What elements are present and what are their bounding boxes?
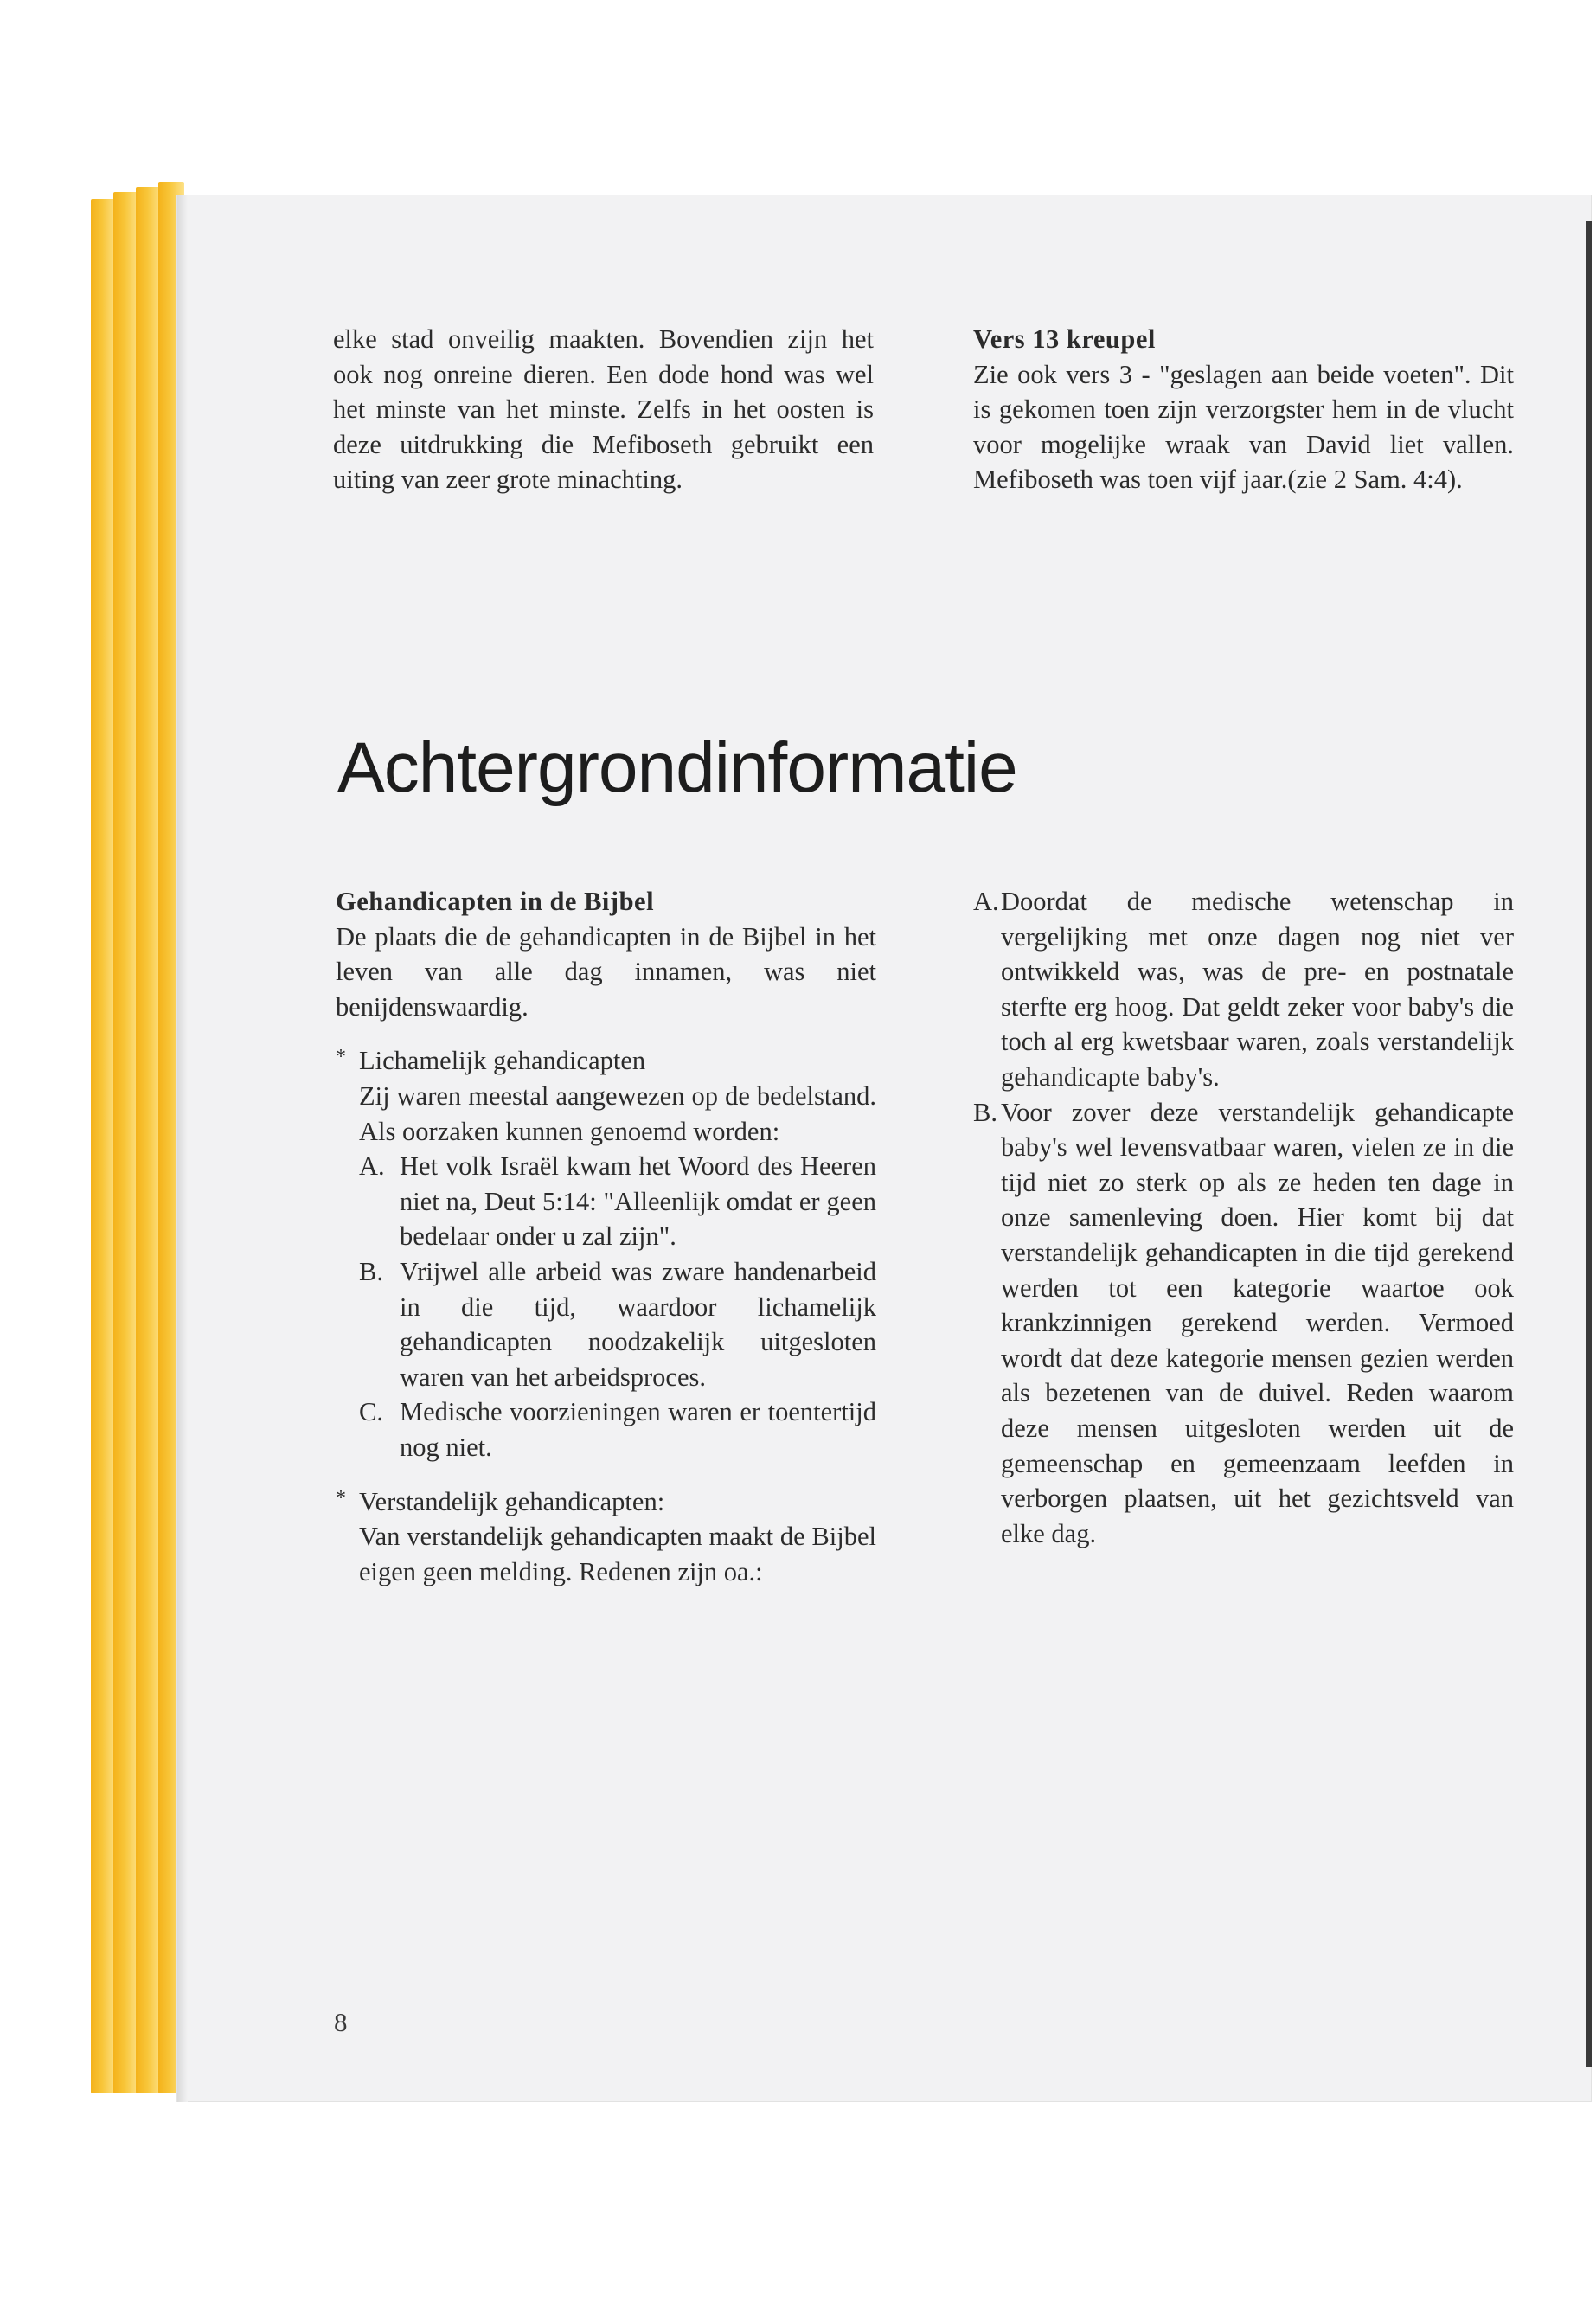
intro-left-paragraph: elke stad onveilig maakten. Bovendien zijn het ook nog onreine dieren. Een dode hond was wel het minste van het minste. Zelfs in het oosten is deze uitdrukking die Mefiboseth gebruikt een uiting van zeer grote minachting. xyxy=(333,324,874,495)
subsection-heading: Gehandicapten in de Bijbel xyxy=(336,887,655,916)
list-item: B. Voor zover deze verstandelijk gehandicapte baby's wel levensvatbaar waren, vielen ze in die tijd niet zo sterk op als ze heden ten dage in onze samenleving doen. Hier komt bij dat verstandelijk gehandicapten in die tijd gerekend werden tot een kategorie waartoe ook krankzinnigen gerekend werden. Vermoed wordt dat deze kategorie mensen gezien werden als bezetenen van de duivel. Reden waarom deze mensen uitgesloten werden uit de gemeenschap en gemeenzaam leefden in verborgen plaatsen, uit het gezichtsveld van elke dag. xyxy=(973,1097,1514,1548)
mental-text: Van verstandelijk gehandicapten maakt de Bijbel eigen geen melding. Redenen zijn oa.: xyxy=(359,1522,876,1586)
list-item: B. Vrijwel alle arbeid was zware handenarbeid in die tijd, waardoor lichamelijk gehandicapten noodzakelijk uitgesloten waren van het arbeidsproces. xyxy=(359,1256,876,1392)
page-number: 8 xyxy=(334,2007,348,2037)
list-item: C. Medische voorzieningen waren er toentertijd nog niet. xyxy=(359,1397,876,1462)
section-title: Achtergrondinformatie xyxy=(337,728,1017,807)
bullet-asterisk: * xyxy=(336,1486,346,1509)
cause-list xyxy=(336,1149,876,1465)
list-item: A. Doordat de medische wetenschap in vergelijking met onze dagen nog niet ver ontwikkeld was, was de pre- en postnatale sterfte erg hoog. Dat geldt zeker voor baby's die toch al erg kwetsbaar waren, zoals verstandelijk gehandicapte baby's. xyxy=(973,887,1514,1092)
list-item: A. Het volk Israël kwam het Woord des Heeren niet na, Deut 5:14: "Alleenlijk omdat er geen bedelaar onder u zal zijn". xyxy=(359,1151,876,1252)
intro-left-column xyxy=(333,322,874,497)
bullet-asterisk: * xyxy=(336,1046,346,1069)
verse-heading: Vers 13 kreupel xyxy=(973,324,1156,354)
subsection-intro: De plaats die de gehandicapten in de Bijbel in het leven van alle dag innamen, was niet benijdenswaardig. xyxy=(336,921,876,1022)
mental-heading: * Verstandelijk gehandicapten: xyxy=(336,1484,876,1520)
verse-paragraph: Zie ook vers 3 - "geslagen aan beide voeten". Dit is gekomen toen zijn verzorgster hem in de vlucht voor mogelijke wraak van David liet vallen. Mefiboseth was toen vijf jaar.(zie 2 Sam. 4:4). xyxy=(973,359,1514,495)
physical-text: Zij waren meestal aangewezen op de bedelstand. Als oorzaken kunnen genoemd worden: xyxy=(359,1080,876,1146)
physical-heading: * Lichamelijk gehandicapten xyxy=(336,1043,876,1079)
intro-right-column xyxy=(973,322,1514,497)
left-body-column xyxy=(336,884,876,1589)
right-body-column xyxy=(973,884,1514,1551)
